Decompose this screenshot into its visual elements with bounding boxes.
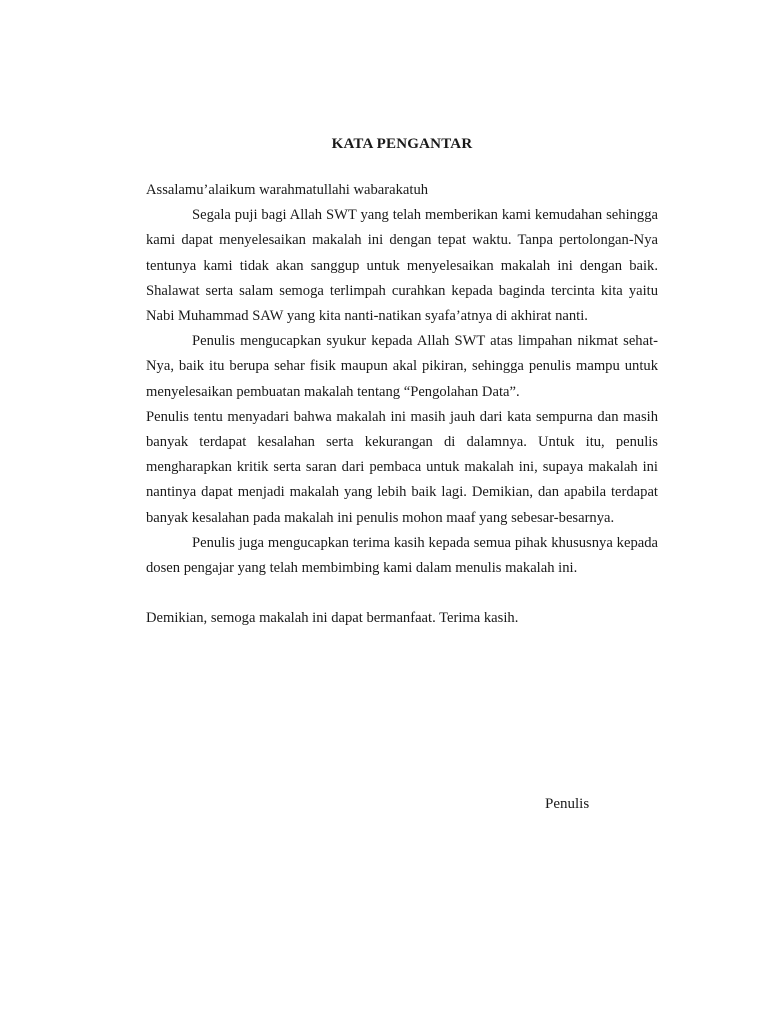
paragraph-2: Penulis mengucapkan syukur kepada Allah SWT atas limpahan nikmat sehat-Nya, baik itu berupa sehar fisik maupun akal pikiran, sehingga penulis mampu untuk menyelesaikan pembuatan makalah tentang “Pengolahan Data”.: [146, 333, 658, 400]
signature-text: Penulis: [545, 796, 590, 812]
paragraph-4: Penulis juga mengucapkan terima kasih kepada semua pihak khususnya kepada dosen pengajar yang telah membimbing kami dalam menulis makalah ini.: [146, 534, 658, 577]
page-title: KATA PENGANTAR: [331, 136, 473, 152]
paragraph-3: Penulis tentu menyadari bahwa makalah ini masih jauh dari kata sempurna dan masih banyak terdapat kesalahan serta kekurangan di dalamnya. Untuk itu, penulis mengharapkan kritik serta saran dari pembaca untuk makalah ini, supaya makalah ini nantinya dapat menjadi makalah yang lebih baik lagi. Demikian, dan apabila terdapat banyak kesalahan pada makalah ini penulis mohon maaf yang sebesar-besarnya.: [146, 408, 658, 526]
document-body: [146, 178, 658, 631]
greeting-text: Assalamu’alaikum warahmatullahi wabarakatuh: [146, 182, 429, 198]
paragraph-gap: [146, 581, 658, 606]
paragraph-1: Segala puji bagi Allah SWT yang telah memberikan kami kemudahan sehingga kami dapat menyelesaikan makalah ini dengan tepat waktu. Tanpa pertolongan-Nya tentunya kami tidak akan sanggup untuk menyelesaikan makalah ini dengan baik. Shalawat serta salam semoga terlimpah curahkan kepada baginda tercinta kita yaitu Nabi Muhammad SAW yang kita nanti-natikan syafa’atnya di akhirat nanti.: [146, 207, 658, 325]
closing-text: Demikian, semoga makalah ini dapat bermanfaat. Terima kasih.: [146, 610, 519, 627]
